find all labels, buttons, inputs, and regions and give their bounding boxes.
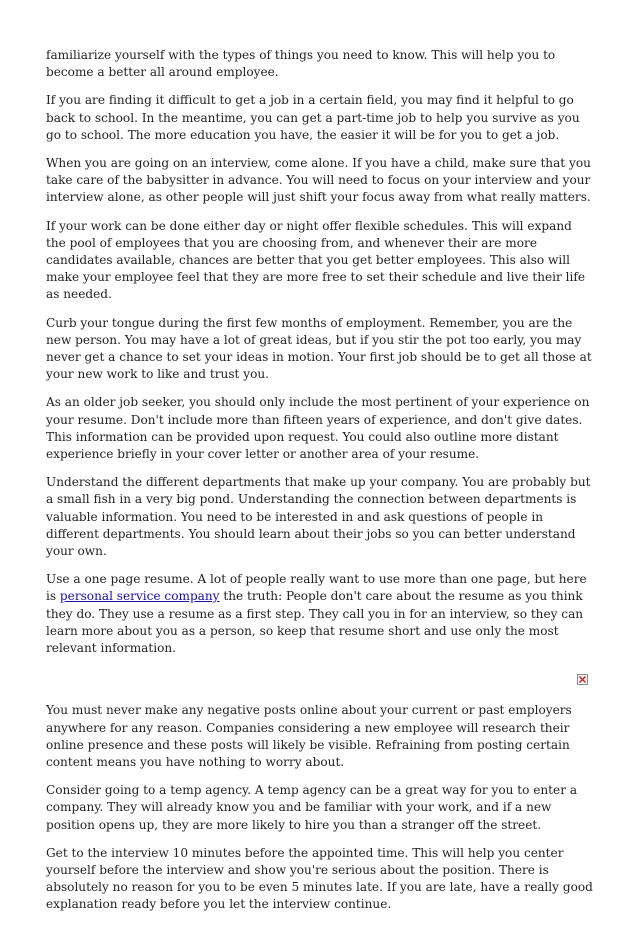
paragraph-3: When you are going on an interview, come alone. If you have a child, make sure that you take care of the babysitter in advance. You will need to focus on your interview and your interview alone, as other people will just shift your focus away from what really matters. (46, 156, 591, 205)
paragraph-9: You must never make any negative posts online about your current or past employers anywhere for any reason. Companies considering a new employee will research their online presence and these posts will likely be visible. Refraining from posting certain content means you have nothing to worry about. (46, 703, 572, 769)
paragraph-6: As an older job seeker, you should only include the most pertinent of your experience on your resume. Don't include more than fifteen years of experience, and don't give dates. This information can be provided upon request. You could also outline more distant experience briefly in your cover letter or another area of your resume. (46, 395, 590, 462)
paragraph-10: Consider going to a temp agency. A temp agency can be a great way for you to enter a company. They will already know you and be familiar with your work, and if a new position opens up, they are more likely to hire you than a stranger off the street. (46, 783, 578, 832)
paragraph-1: familiarize yourself with the types of things you need to know. This will help you to become a better all around employee. (46, 48, 556, 80)
paragraph-11: Get to the interview 10 minutes before the appointed time. This will help you center yourself before the interview and show you're serious about the position. There is absolutely no reason for you to be even 5 minutes late. If you are late, have a really good explanation ready before you let the interview continue. (46, 845, 593, 912)
paragraph-4: If your work can be done either day or night offer flexible schedules. This will expand the pool of employees that you are choosing from, and whenever their are more candidates available, chances are better that you get better employees. This also will make your employee feel that they are more free to set their schedule and live their life as needed. (46, 218, 586, 302)
image-placeholder-row (46, 668, 594, 702)
paragraph-8 (46, 571, 594, 657)
paragraph-2: If you are finding it difficult to get a job in a certain field, you may find it helpful to go back to school. In the meantime, you can get a part-time job to help you survive as you go to school. The more education you have, the easier it will be for you to get a job. (46, 93, 580, 142)
broken-image-icon (577, 674, 588, 685)
document-page (46, 47, 594, 925)
paragraph-7: Understand the different departments that make up your company. You are probably but a small fish in a very big pond. Understanding the connection between departments is valuable information. You need to be interested in and ask questions of people in different departments. You should learn about their jobs so you can better understand your own. (46, 475, 591, 559)
personal-service-company-link[interactable]: personal service company (59, 589, 220, 604)
paragraph-8-text-before: Use a one page resume. A lot of people really want to use more than one page, but here is (46, 572, 587, 604)
paragraph-5: Curb your tongue during the first few months of employment. Remember, you are the new person. You may have a lot of great ideas, but if you stir the pot too early, you may never get a chance to set your ideas in motion. Your first job should be to get all those at your new work to like and trust you. (46, 315, 592, 382)
paragraph-8-text-after: the truth: People don't care about the resume as you think they do. They use a resume as a first step. They call you in for an interview, so they can learn more about you as a person, so keep that resume short and use only the most relevant information. (46, 589, 584, 656)
